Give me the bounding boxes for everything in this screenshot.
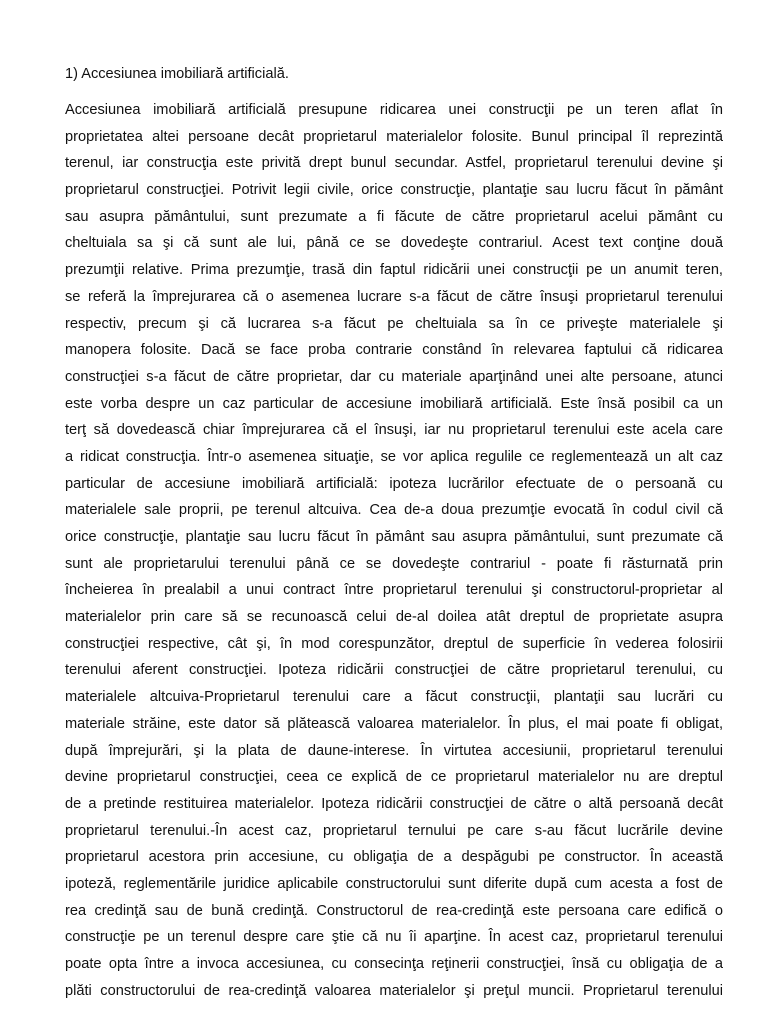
paragraph-line: orice construcţie, plantaţie sau lucru făcut în pământ sau asupra pământului, sunt prezumate că [65, 529, 723, 545]
paragraph-line: plăti constructorului de rea-credinţă valoarea materialelor şi preţul muncii. Proprietarul terenului [65, 982, 723, 999]
paragraph-line: prezumţii relative. Prima prezumţie, trasă din faptul ridicării unei construcţii pe un anumit teren, [65, 262, 723, 279]
paragraph-line: construcţie pe un terenul despre care ştie că nu îi aparţine. În acest caz, proprietarul terenului [65, 929, 723, 946]
paragraph-line: terenul, iar construcţia este privită drept bunul secundar. Astfel, proprietarul terenului devine şi [65, 155, 723, 172]
paragraph-line: materiale străine, este dator să plătească valoarea materialelor. În plus, el mai poate fi obligat, [65, 715, 723, 732]
paragraph-line: sunt ale proprietarului terenului până ce se dovedeşte contrariul - poate fi răsturnată prin [65, 555, 723, 572]
paragraph-line: terenului aferent construcţiei. Ipoteza ridicării construcţiei de către proprietarul terenului, cu [65, 662, 723, 679]
paragraph-line: terţ să dovedească chiar împrejurarea că el însuşi, iar nu proprietarul terenului este acela care [65, 422, 723, 439]
paragraph-line: construcţiei respective, cât şi, în mod corespunzător, dreptul de superficie în vederea folosirii [65, 635, 723, 652]
paragraph-line: materialele altcuiva-Proprietarul terenului care a făcut construcţii, plantaţii sau lucrări cu [65, 689, 723, 706]
paragraph-line: proprietarul acestora prin accesiune, cu obligaţia de a despăgubi pe constructor. În această [65, 849, 723, 866]
paragraph-line: a ridicat construcţia. Într-o asemenea situaţie, se vor aplica regulile ce reglementează un alt caz [65, 448, 723, 465]
paragraph-line: proprietarul terenului.-În acest caz, proprietarul ternului pe care s-au făcut lucrările devine [65, 822, 723, 839]
section-heading: 1) Accesiunea imobiliară artificială. [65, 66, 289, 82]
paragraph-line: după împrejurări, şi la plata de daune-interese. În virtutea accesiunii, proprietarul terenului [65, 742, 723, 759]
paragraph-line: construcţiei s-a făcut de către proprietar, dar cu materiale aparţinând unei alte persoane, atunci [65, 368, 723, 385]
paragraph-line: devine proprietarul construcţiei, ceea ce explică de ce proprietarul materialelor nu are dreptul [65, 769, 723, 786]
paragraph-line: de a pretinde restituirea materialelor. Ipoteza ridicării construcţiei de către o altă persoană decât [65, 795, 723, 812]
paragraph-line: sau asupra pământului, sunt prezumate a fi făcute de către proprietarul acelui pământ cu [65, 208, 723, 225]
paragraph-line: proprietarul construcţiei. Potrivit legii civile, orice construcţie, plantaţie sau lucru făcut în pământ [65, 182, 723, 199]
paragraph-line: Accesiunea imobiliară artificială presupune ridicarea unei construcţii pe un teren aflat în [65, 102, 723, 118]
paragraph-line: este vorba despre un caz particular de accesiune imobiliară artificială. Este însă posibil ca un [65, 395, 723, 412]
paragraph-line: poate opta între a invoca accesiunea, cu consecinţa reţinerii construcţiei, însă cu obligaţia de a [65, 956, 723, 972]
paragraph-line: cheltuiala sa şi că sunt ale lui, până ce se dovedeşte contrariul. Acest text conţine două [65, 235, 723, 252]
paragraph-line: respectiv, precum şi că lucrarea s-a făcut pe cheltuiala sa în ce priveşte materialele şi [65, 315, 723, 332]
paragraph-line: manopera folosite. Dacă se face proba contrarie constând în relevarea faptului că ridicarea [65, 342, 723, 359]
paragraph-line: se referă la împrejurarea că o asemenea lucrare s-a făcut de către însuşi proprietarul terenului [65, 288, 723, 305]
paragraph-line: proprietatea altei persoane decât proprietarul materialelor folosite. Bunul principal îl reprezintă [65, 128, 723, 145]
paragraph-line: ipoteză, reglementările juridice aplicabile constructorului sunt diferite după cum acesta a fost de [65, 875, 723, 892]
paragraph-line: rea credinţă sau de bună credinţă. Constructorul de rea-credinţă este persoana care edifică o [65, 902, 723, 919]
body-paragraph [65, 97, 723, 1004]
paragraph-line: materialelor prin care să se recunoască celui de-al doilea atât dreptul de proprietate asupra [65, 609, 723, 626]
paragraph-line: materialele sale proprii, pe terenul altcuiva. Cea de-a doua prezumţie evocată în codul civil că [65, 502, 723, 519]
paragraph-line: încheierea în prealabil a unui contract între proprietarul terenului şi constructorul-proprietar al [65, 582, 723, 599]
paragraph-line: particular de accesiune imobiliară artificială: ipoteza lucrărilor efectuate de o persoană cu [65, 475, 723, 492]
